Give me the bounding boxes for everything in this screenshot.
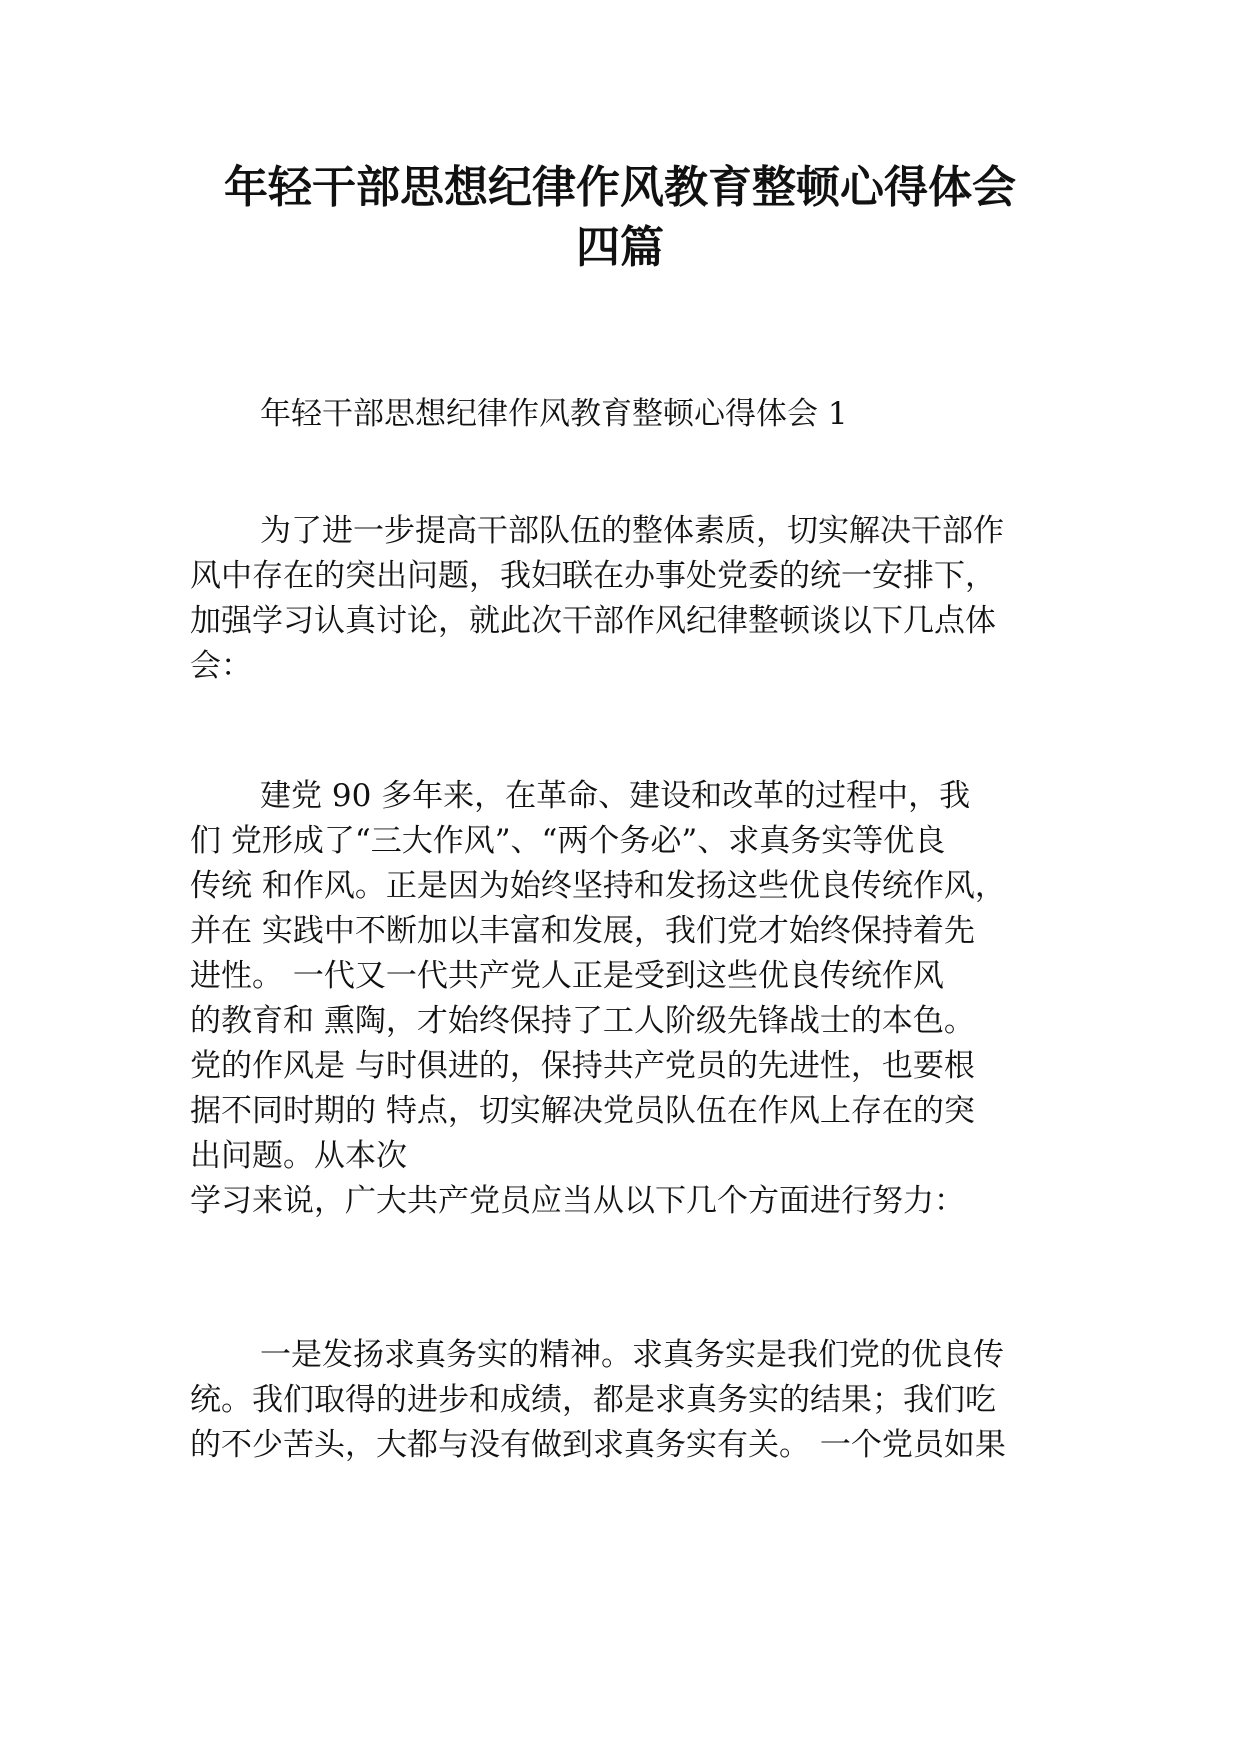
paragraph-2-line-9: 出问题。从本次 (190, 1138, 407, 1174)
section-heading-text: 年轻干部思想纪律作风教育整顿心得体会 1 (260, 396, 848, 432)
paragraph-2-line-5: 进性。 一代又一代共产党人正是受到这些优良传统作风 (190, 958, 944, 994)
title-line-1: 年轻干部思想纪律作风教育整顿心得体会 (224, 162, 1016, 213)
document-title (150, 158, 1090, 278)
paragraph-2-line-10: 学习来说，广大共产党员应当从以下几个方面进行努力： (190, 1183, 965, 1219)
paragraph-1-line-4: 会： (190, 648, 252, 684)
paragraph-3-line-3: 的不少苦头，大都与没有做到求真务实有关。 一个党员如果 (190, 1427, 1006, 1463)
paragraph-1 (190, 509, 1070, 689)
paragraph-2-line-4: 并在 实践中不断加以丰富和发展，我们党才始终保持着先 (190, 913, 975, 949)
paragraph-3-line-2: 统。我们取得的进步和成绩，都是求真务实的结果；我们吃 (190, 1382, 996, 1418)
paragraph-2 (190, 774, 1070, 1224)
paragraph-2-line-6: 的教育和 熏陶，才始终保持了工人阶级先锋战士的本色。 (190, 1003, 975, 1039)
paragraph-3 (190, 1333, 1070, 1468)
paragraph-2-line-1: 建党 90 多年来，在革命、建设和改革的过程中，我 (260, 778, 971, 814)
section-heading (190, 392, 1070, 437)
paragraph-3-line-1: 一是发扬求真务实的精神。求真务实是我们党的优良传 (260, 1337, 1004, 1373)
paragraph-2-line-8: 据不同时期的 特点，切实解决党员队伍在作风上存在的突 (190, 1093, 975, 1129)
paragraph-2-line-7: 党的作风是 与时俱进的，保持共产党员的先进性，也要根 (190, 1048, 975, 1084)
paragraph-2-line-2: 们 党形成了“三大作风”、“两个务必”、求真务实等优良 (190, 823, 946, 859)
paragraph-1-line-2: 风中存在的突出问题，我妇联在办事处党委的统一安排下， (190, 558, 996, 594)
paragraph-2-line-3: 传统 和作风。正是因为始终坚持和发扬这些优良传统作风， (190, 868, 1006, 904)
paragraph-1-line-1: 为了进一步提高干部队伍的整体素质，切实解决干部作 (260, 513, 1004, 549)
paragraph-1-line-3: 加强学习认真讨论，就此次干部作风纪律整顿谈以下几点体 (190, 603, 996, 639)
title-line-2: 四篇 (576, 222, 664, 273)
